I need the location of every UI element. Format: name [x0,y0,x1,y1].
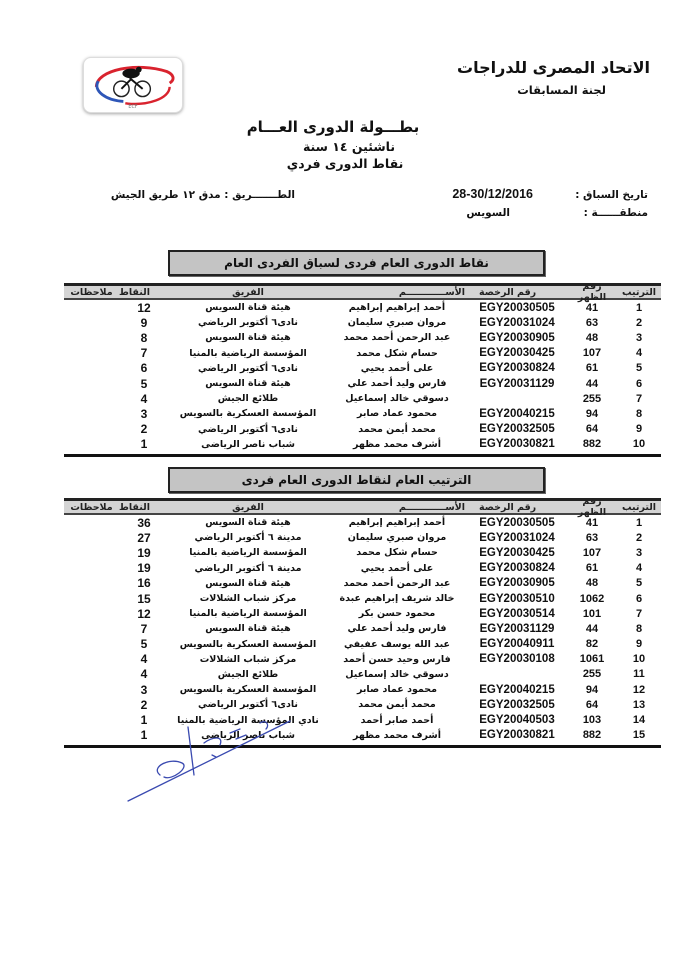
cell-team: نادى٦ أكتوبر الرياضي [198,699,298,711]
cell-team: مركز شباب الشلالات [199,653,297,665]
cell-rank: 2 [635,531,643,544]
cell-points: 12 [137,300,151,315]
cell-rank: 14 [632,714,646,727]
cell-name: مروان صبري سليمان [347,317,447,329]
cell-rank: 8 [635,622,643,635]
race-points-table [64,283,661,457]
table-row [64,576,661,591]
col-points: النقاط [119,501,150,513]
cell-points: 6 [140,361,148,376]
cell-points: 4 [140,652,148,667]
table-row [64,515,661,530]
cell-points: 3 [140,406,148,421]
col-bib: رقم الظهر [577,496,607,518]
table-row [64,422,661,437]
cell-rank: 6 [635,377,643,390]
cell-bib: 48 [585,577,599,590]
cell-bib: 48 [585,331,599,344]
cell-points: 2 [140,422,148,437]
table-row [64,530,661,545]
cell-rank: 2 [635,316,643,329]
cell-bib: 82 [585,638,599,651]
table-row [64,591,661,606]
cell-bib: 1061 [579,653,605,666]
col-points: النقاط [119,286,150,298]
cell-name: حسام شكل محمد [356,347,438,359]
cell-license: EGY20040215 [479,407,555,420]
cell-license: EGY20031024 [479,316,555,329]
table-row [64,682,661,697]
cell-team: هيئة قناة السويس [205,517,291,529]
cell-rank: 4 [635,562,643,575]
cell-rank: 15 [632,729,646,742]
svg-text:ECF: ECF [128,105,138,111]
org-subtitle: لجنة المسابقات [517,83,606,97]
cell-name: فارس وليد أحمد علي [347,378,447,390]
cell-bib: 41 [585,516,599,529]
table-row [64,315,661,330]
cell-rank: 13 [632,698,646,711]
cell-name: محمود عماد صابر [356,408,438,420]
cell-team: المؤسسة العسكرية بالسويس [179,408,317,420]
table-row [64,361,661,376]
cell-rank: 1 [635,301,643,314]
cell-name: دسوقي خالد إسماعيل [345,393,449,405]
cell-points: 7 [140,346,148,361]
table-row [64,652,661,667]
cell-rank: 7 [635,607,643,620]
cell-name: حسام شكل محمد [356,547,438,559]
cell-team: هيئة قناة السويس [205,577,291,589]
table-row [64,667,661,682]
cell-team: مدينة ٦ أكتوبر الرياضي [194,532,302,544]
cell-team: نادي المؤسسة الرياضية بالمنيا [177,714,319,726]
cell-license: EGY20030108 [479,653,555,666]
cell-license: EGY20040215 [479,683,555,696]
cell-license: EGY20032505 [479,423,555,436]
cell-name: على أحمد يحيي [360,562,434,574]
cell-bib: 255 [582,392,602,405]
federation-logo [83,57,183,113]
cell-rank: 4 [635,347,643,360]
cell-bib: 255 [582,668,602,681]
table-row [64,606,661,621]
race-date-label: تاريخ السباق : [575,189,648,201]
cell-points: 1 [140,437,148,452]
points-type-label: نقاط الدورى فردي [286,156,404,171]
col-team: الفريق [232,501,264,513]
col-license: رقم الرخصة [479,286,537,298]
col-rank: الترتيب [621,501,657,513]
table-body [64,300,661,452]
cell-points: 12 [137,606,151,621]
championship-title: بطـــولة الدورى العـــام [246,118,420,136]
cell-rank: 6 [635,592,643,605]
col-rank: الترتيب [621,286,657,298]
cell-bib: 107 [582,347,602,360]
cell-name: دسوقي خالد إسماعيل [345,668,449,680]
cell-bib: 61 [585,562,599,575]
cell-bib: 44 [585,622,599,635]
cell-bib: 63 [585,316,599,329]
table-row [64,346,661,361]
cell-points: 1 [140,728,148,743]
cell-team: طلائع الجيش [217,668,279,680]
cell-bib: 882 [582,729,602,742]
cell-rank: 11 [633,668,645,681]
cell-team: طلائع الجيش [217,393,279,405]
cell-name: محمود عماد صابر [356,684,438,696]
cell-points: 8 [140,330,148,345]
table-row [64,391,661,406]
cell-rank: 10 [632,653,646,666]
col-notes: ملاحظات [70,286,113,298]
cell-bib: 41 [585,301,599,314]
table-row [64,437,661,452]
cell-points: 16 [137,576,151,591]
cell-name: محمود حسن بكر [358,608,436,620]
cell-points: 19 [137,545,151,560]
cell-license: EGY20031129 [479,377,555,390]
table-row [64,637,661,652]
table2-banner: الترتيب العام لنقاط الدورى العام فردى [168,467,545,493]
cell-team: المؤسسة العسكرية بالسويس [179,684,317,696]
cell-points: 5 [140,637,148,652]
table-header [64,281,661,303]
cell-bib: 882 [582,438,602,451]
cell-name: أشرف محمد مظهر [352,438,442,450]
table-row [64,621,661,636]
cell-bib: 64 [585,423,599,436]
cell-rank: 8 [635,407,643,420]
cell-team: مدينة ٦ أكتوبر الرياضي [194,562,302,574]
cell-name: عبد الله يوسف عفيفي [343,638,451,650]
cell-points: 15 [137,591,151,606]
cell-license: EGY20030514 [479,607,555,620]
cell-name: مروان صبري سليمان [347,532,447,544]
table-row [64,406,661,421]
cell-rank: 3 [635,546,643,559]
cell-name: محمد أيمن محمد [358,423,436,435]
cell-name: على أحمد يحيي [360,362,434,374]
cell-bib: 94 [585,407,599,420]
table-row [64,376,661,391]
table-row [64,561,661,576]
cell-rank: 5 [635,577,643,590]
cell-points: 19 [137,561,151,576]
cell-license: EGY20030824 [479,562,555,575]
cell-rank: 9 [635,423,643,436]
cell-name: فارس وحيد حسن أحمد [343,653,451,665]
cell-team: هيئة قناة السويس [205,332,291,344]
overall-standings-table [64,498,661,748]
cell-bib: 64 [585,698,599,711]
cell-points: 1 [140,713,148,728]
cell-rank: 7 [635,392,643,405]
cell-team: المؤسسة الرياضية بالمنيا [189,547,307,559]
cell-team: شباب ناصر الرياضى [201,729,295,741]
cell-license: EGY20030905 [479,331,555,344]
cell-rank: 1 [635,516,643,529]
cell-points: 27 [137,530,151,545]
cyclist-logo-icon [84,58,182,112]
cell-license: EGY20040911 [479,638,555,651]
cell-points: 9 [140,315,148,330]
cell-points: 5 [140,376,148,391]
cell-team: نادى٦ أكتوبر الرياضي [198,362,298,374]
cell-bib: 94 [585,683,599,696]
cell-points: 36 [137,515,151,530]
cell-bib: 103 [582,714,602,727]
signature [120,715,300,805]
table-row [64,697,661,712]
race-road: الطـــــــريق : مدق ١٢ طريق الجيش [110,189,295,201]
cell-name: عبد الرحمن أحمد محمد [343,332,451,344]
cell-name: أشرف محمد مظهر [352,729,442,741]
cell-license: EGY20030821 [479,729,555,742]
cell-license: EGY20032505 [479,698,555,711]
cell-team: نادى٦ أكتوبر الرياضي [198,317,298,329]
cell-rank: 3 [635,331,643,344]
cell-bib: 44 [585,377,599,390]
col-name: الأســــــــــــم [398,286,465,298]
cell-license: EGY20030425 [479,546,555,559]
cell-team: هيئة قناة السويس [205,302,291,314]
area-label: منطقــــــة : [583,207,648,219]
cell-license: EGY20030905 [479,577,555,590]
cell-license: EGY20040503 [479,714,555,727]
cell-license: EGY20031129 [479,622,555,635]
col-license: رقم الرخصة [479,501,537,513]
cell-bib: 1062 [579,592,605,605]
category-label: ناشئين ١٤ سنة [302,139,396,154]
cell-license: EGY20030505 [479,516,555,529]
cell-team: نادى٦ أكتوبر الرياضي [198,423,298,435]
table-row [64,330,661,345]
cell-team: المؤسسة الرياضية بالمنيا [189,608,307,620]
cell-license: EGY20031024 [479,531,555,544]
cell-points: 2 [140,697,148,712]
cell-bib: 61 [585,362,599,375]
area-value: السويس [466,207,510,219]
cell-team: هيئة قناة السويس [205,378,291,390]
cell-points: 4 [140,667,148,682]
table-row [64,300,661,315]
col-notes: ملاحظات [70,501,113,513]
cell-bib: 63 [585,531,599,544]
cell-rank: 12 [632,683,646,696]
cell-points: 7 [140,621,148,636]
cell-name: عبد الرحمن أحمد محمد [343,577,451,589]
cell-name: أحمد إبراهيم إبراهيم [348,517,446,529]
race-date-value: 28-30/12/2016 [452,187,533,201]
cell-name: أحمد صابر أحمد [360,714,434,726]
table-body [64,515,661,743]
cell-team: المؤسسة الرياضية بالمنيا [189,347,307,359]
cell-points: 3 [140,682,148,697]
cell-license: EGY20030425 [479,347,555,360]
cell-license: EGY20030824 [479,362,555,375]
cell-license: EGY20030821 [479,438,555,451]
cell-rank: 5 [635,362,643,375]
col-team: الفريق [232,286,264,298]
cell-rank: 9 [635,638,643,651]
cell-name: محمد أيمن محمد [358,699,436,711]
table-row [64,545,661,560]
cell-name: فارس وليد أحمد علي [347,623,447,635]
cell-bib: 107 [582,546,602,559]
cell-name: خالد شريف إبراهيم عبدة [339,593,455,605]
table1-banner: نقاط الدورى العام فردى لسباق الفردى العام [168,250,545,276]
org-title: الاتحاد المصرى للدراجات [457,58,650,77]
cell-team: المؤسسة العسكرية بالسويس [179,638,317,650]
col-bib: رقم الظهر [577,281,607,303]
cell-points: 4 [140,391,148,406]
cell-team: هيئة قناة السويس [205,623,291,635]
cell-license: EGY20030510 [479,592,555,605]
table-bottom-rule [64,454,661,457]
col-name: الأســــــــــــم [398,501,465,513]
cell-name: أحمد إبراهيم إبراهيم [348,302,446,314]
signature-scribble-icon [120,715,300,805]
cell-rank: 10 [632,438,646,451]
cell-license: EGY20030505 [479,301,555,314]
cell-team: شباب ناصر الرياضى [201,438,295,450]
cell-bib: 101 [582,607,602,620]
cell-team: مركز شباب الشلالات [199,593,297,605]
table-header [64,496,661,518]
